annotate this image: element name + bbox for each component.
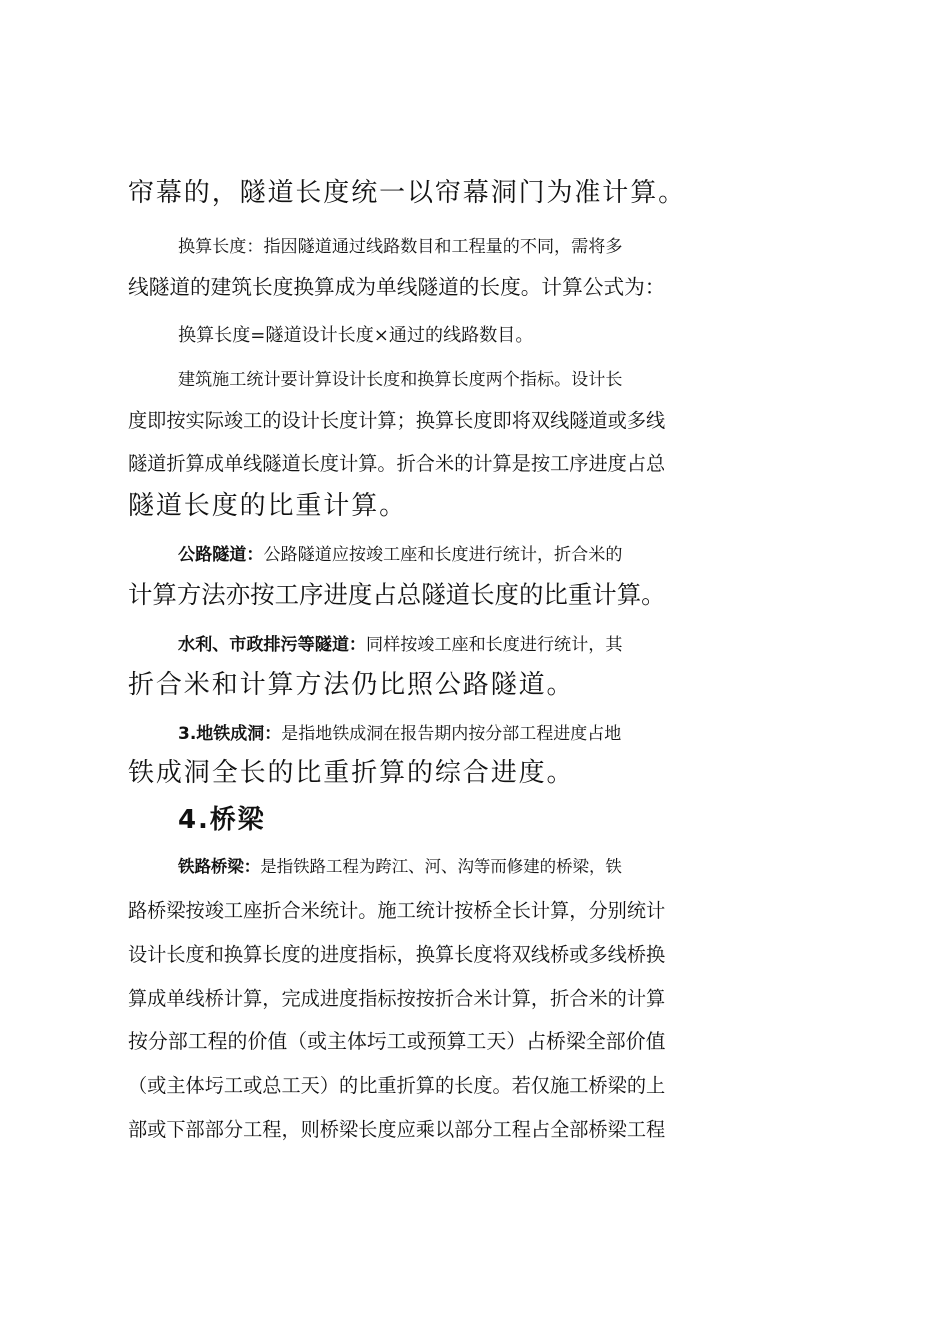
- text-run: 公路隧道应按竣工座和长度进行统计，折合米的: [263, 545, 623, 565]
- text-run: 度即按实际竣工的设计长度计算；换算长度即将双线隧道或多线: [128, 409, 666, 432]
- bold-heading: 水利、市政排污等隧道：: [178, 635, 367, 655]
- text-line: [0, 975, 705, 1021]
- text-line: [0, 1106, 705, 1152]
- text-run: （或主体圬工或总工天）的比重折算的长度。若仅施工桥梁的上: [128, 1074, 666, 1097]
- text-run: 是指铁路工程为跨江、河、沟等而修建的桥梁，铁: [260, 857, 622, 876]
- text-run: 折合米和计算方法仍比照公路隧道。: [128, 670, 575, 700]
- text-line: [0, 222, 655, 269]
- text-run: 路桥梁按竣工座折合米统计。施工统计按桥全长计算，分别统计: [128, 899, 666, 922]
- text-run: 隧道折算成单线隧道长度计算。折合米的计算是按工序进度占总: [128, 452, 666, 475]
- text-line: [0, 931, 705, 977]
- bold-heading: 4.桥梁: [178, 805, 266, 835]
- text-line: [0, 709, 655, 756]
- text-line: [0, 620, 655, 667]
- text-run: 隧道长度的比重计算。: [128, 491, 408, 521]
- text-line: [0, 355, 655, 402]
- text-run: 线隧道的建筑长度换算成为单线隧道的长度。计算公式为：: [128, 275, 666, 299]
- text-line: [0, 440, 705, 486]
- bold-heading: 公路隧道：: [178, 545, 264, 565]
- text-line: [0, 264, 705, 309]
- text-run: 建筑施工统计要计算设计长度和换算长度两个指标。设计长: [178, 370, 623, 390]
- text-line: [0, 663, 705, 707]
- text-run: 算成单线桥计算，完成进度指标按按折合米计算，折合米的计算: [128, 987, 666, 1010]
- text-run: 同样按竣工座和长度进行统计，其: [366, 635, 623, 655]
- text-run: 换算长度=隧道设计长度×通过的线路数目。: [178, 325, 534, 346]
- text-line: [0, 1018, 705, 1064]
- text-run: 帘幕的，隧道长度统一以帘幕洞门为准计算。: [128, 178, 687, 208]
- text-line: [0, 887, 705, 933]
- bold-heading: 3.地铁成洞：: [178, 724, 282, 744]
- text-run: 按分部工程的价值（或主体圬工或预算工天）占桥梁全部价值: [128, 1030, 666, 1053]
- text-run: 铁成洞全长的比重折算的综合进度。: [128, 758, 575, 788]
- text-line: [0, 397, 705, 443]
- text-run: 部或下部部分工程，则桥梁长度应乘以部分工程占全部桥梁工程: [128, 1118, 666, 1141]
- text-run: 计算方法亦按工序进度占总隧道长度的比重计算。: [128, 580, 666, 609]
- bold-heading: 铁路桥梁：: [178, 857, 261, 876]
- text-line: [0, 311, 560, 358]
- text-line: [0, 530, 655, 577]
- text-line: [0, 1062, 705, 1108]
- text-line: [0, 751, 705, 795]
- text-run: 设计长度和换算长度的进度指标，换算长度将双线桥或多线桥换: [128, 943, 666, 966]
- text-line: [0, 171, 700, 215]
- text-line: [0, 573, 705, 617]
- text-line: [0, 798, 655, 842]
- text-line: [0, 842, 655, 889]
- text-line: [0, 484, 705, 528]
- text-run: 是指地铁成洞在报告期内按分部工程进度占地: [281, 724, 622, 744]
- text-run: 换算长度：指因隧道通过线路数目和工程量的不同，需将多: [178, 237, 623, 257]
